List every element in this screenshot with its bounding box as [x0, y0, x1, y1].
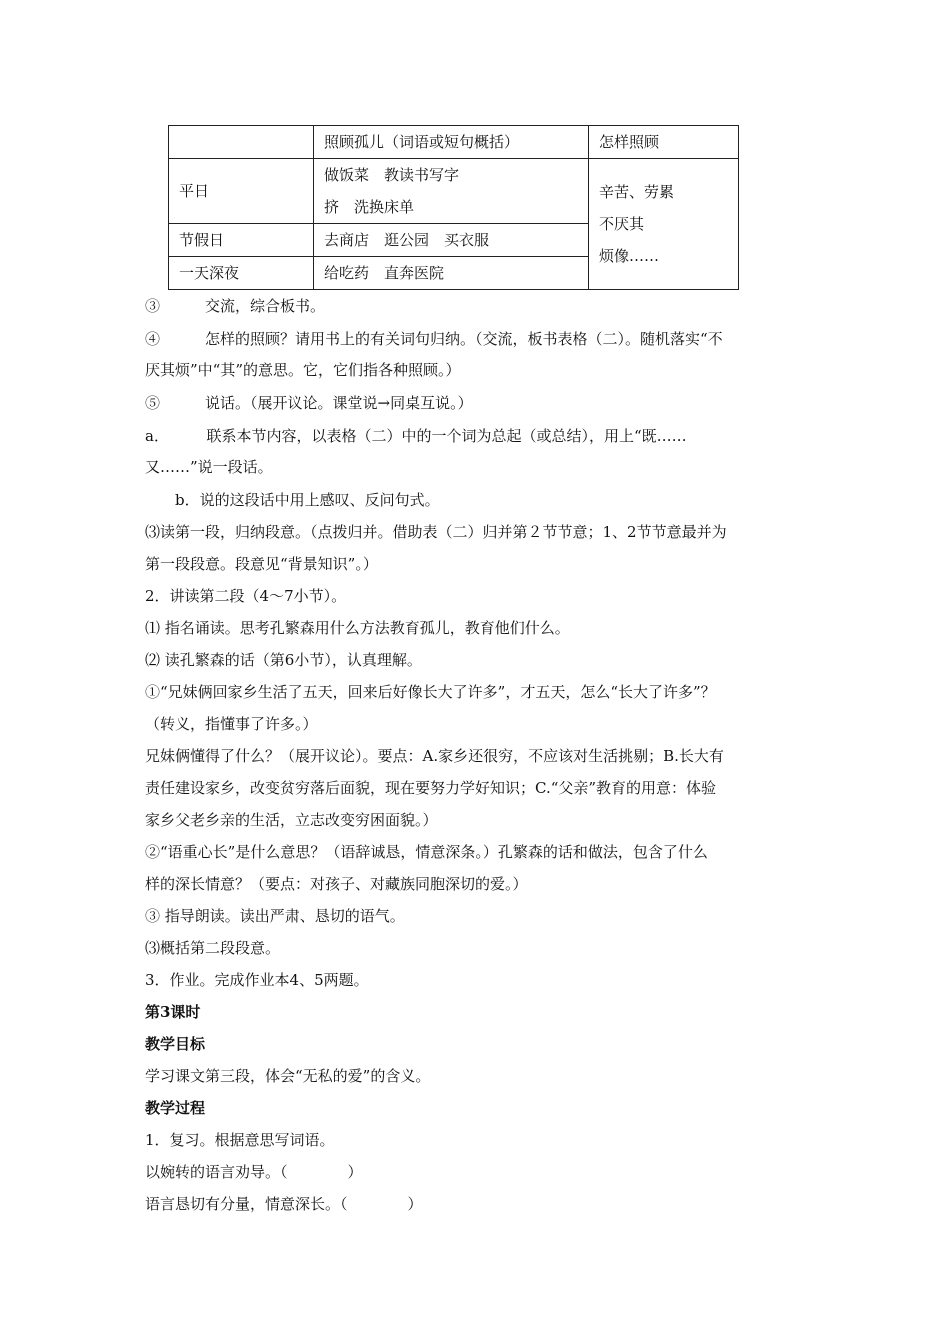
- text-line: 第一段段意。段意见“背景知识”。）: [145, 555, 378, 573]
- text-line: （转义，指懂事了许多。）: [145, 715, 318, 733]
- section-heading: 教学过程: [145, 1099, 206, 1117]
- text-line: 样的深长情意？（要点：对孩子、对藏族同胞深切的爱。）: [145, 875, 528, 893]
- text-line: 责任建设家乡，改变贫穷落后面貌，现在要努力学好知识；C.“父亲”教育的用意：体验: [145, 779, 717, 797]
- row-label: 节假日: [169, 224, 314, 257]
- text-line: ②“语重心长”是什么意思？（语辞诚恳，情意深条。）孔繁森的话和做法，包含了什么: [145, 843, 708, 861]
- text-line: 家乡父老乡亲的生活，立志改变穷困面貌。）: [145, 811, 438, 829]
- text-line: ④ 怎样的照顾？请用书上的有关词句归纳。（交流，板书表格（二）。随机落实“不: [145, 330, 723, 348]
- text-line: ⑶读第一段，归纳段意。（点拨归并。借助表（二）归并第２节节意；1、2节节意最并为: [145, 523, 727, 541]
- row-items: 做饭菜 教读书写字 挤 洗换床单: [314, 159, 589, 224]
- text-line: a． 联系本节内容，以表格（二）中的一个词为总起（或总结），用上“既……: [145, 427, 687, 445]
- table-header-cell: 怎样照顾: [589, 126, 739, 159]
- section-heading: 教学目标: [145, 1035, 206, 1053]
- text-line: 语言恳切有分量，情意深长。（ ）: [145, 1195, 423, 1213]
- text-line: 学习课文第三段，体会“无私的爱”的含义。: [145, 1067, 431, 1085]
- text-line: 兄妹俩懂得了什么？（展开议论）。要点：A.家乡还很穷，不应该对生活挑剔；B.长大有: [145, 747, 724, 765]
- text-line: ⑤ 说话。（展开议论。课堂说→同桌互说。）: [145, 394, 473, 412]
- row-label: 平日: [169, 159, 314, 224]
- text-line: ⑴ 指名诵读。思考孔繁森用什么方法教育孤儿，教育他们什么。: [145, 619, 570, 637]
- text-line: ⑵ 读孔繁森的话（第6小节），认真理解。: [145, 651, 422, 669]
- table-header-cell: 照顾孤儿（词语或短句概括）: [314, 126, 589, 159]
- text-line: ③ 指导朗读。读出严肃、恳切的语气。: [145, 907, 405, 925]
- care-table: [168, 125, 739, 290]
- text-line: 以婉转的语言劝导。（ ）: [145, 1163, 363, 1181]
- table-header-row: [169, 126, 739, 159]
- text-line: 2．讲读第二段（4～7小节）。: [145, 587, 347, 605]
- text-line: 3．作业。完成作业本4、5两题。: [145, 971, 369, 989]
- text-line: 又……”说一段话。: [145, 458, 273, 476]
- row-items: 给吃药 直奔医院: [314, 257, 589, 290]
- text-line: ①“兄妹俩回家乡生活了五天，回来后好像长大了许多”，才五天，怎么“长大了许多”？: [145, 683, 716, 701]
- text-line: b．说的这段话中用上感叹、反问句式。: [145, 491, 440, 509]
- row-label: 一天深夜: [169, 257, 314, 290]
- table-row: [169, 159, 739, 224]
- text-line: ③ 交流，综合板书。: [145, 297, 326, 315]
- table-header-cell: [169, 126, 314, 159]
- how-cell: 辛苦、劳累 不厌其 烦像……: [589, 159, 739, 290]
- text-line: 厌其烦”中“其”的意思。它，它们指各种照顾。）: [145, 361, 461, 379]
- section-heading: 第3课时: [145, 1003, 201, 1021]
- row-items: 去商店 逛公园 买衣服: [314, 224, 589, 257]
- text-line: 1．复习。根据意思写词语。: [145, 1131, 335, 1149]
- text-line: ⑶概括第二段段意。: [145, 939, 281, 957]
